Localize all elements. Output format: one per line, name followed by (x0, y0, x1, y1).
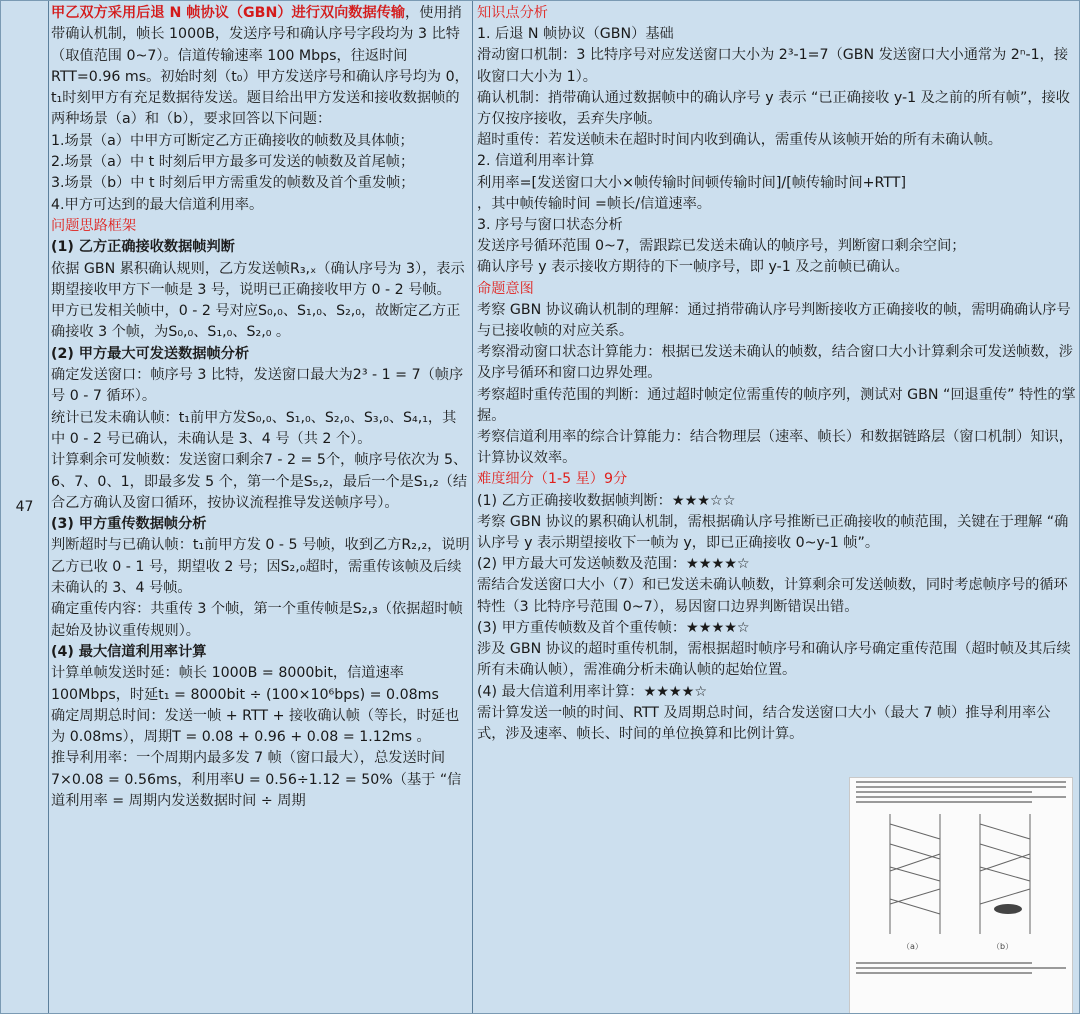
paragraph: (3) 甲方重传帧数及首个重传帧：★★★★☆ (477, 619, 750, 636)
paragraph: 确定发送窗口：帧序号 3 比特，发送窗口最大为2³ - 1 = 7（帧序号 0 - 7 循环）。 (51, 367, 464, 405)
question-item: 1.场景（a）中甲方可断定乙方正确接收的帧数及具体帧； (51, 132, 414, 149)
row-number: 47 (1, 1, 49, 1013)
paragraph: 1. 后退 N 帧协议（GBN）基础 (477, 26, 674, 43)
paragraph: 考察信道利用率的综合计算能力：结合物理层（速率、帧长）和数据链路层（窗口机制）知识，计算协议效率。 (477, 429, 1073, 467)
paragraph: 甲方已发相关帧中，0 - 2 号对应S₀,₀、S₁,₀、S₂,₀，故断定乙方正确接收 3 个帧，为S₀,₀、S₁,₀、S₂,₀ 。 (51, 303, 461, 341)
section-title: (2) 甲方最大可发送数据帧分析 (51, 345, 250, 362)
paragraph: 判断超时与已确认帧：t₁前甲方发 0 - 5 号帧，收到乙方R₂,₂，说明乙方已收 0 - 1 号，期望收 2 号；因S₂,₀超时，需重传该帧及后续未确认的 3、4 号帧。 (51, 537, 470, 597)
paragraph: 推导利用率：一个周期内最多发 7 帧（窗口最大），总发送时间7×0.08 = 0.56ms，利用率U = 0.56÷1.12 = 50%（基于 “信道利用率 = 周期内发送数据时间 ÷ 周期 (51, 750, 462, 809)
paragraph: 3. 序号与窗口状态分析 (477, 217, 623, 234)
paragraph: (1) 乙方正确接收数据帧判断：★★★☆☆ (477, 492, 736, 509)
knowledge-heading: 知识点分析 (477, 5, 548, 21)
paragraph: 需计算发送一帧的时间、RTT 及周期总时间，结合发送窗口大小（最大 7 帧）推导利用率公式，涉及速率、帧长、时间的单位换算和比例计算。 (477, 704, 1051, 742)
paragraph: 考察 GBN 协议确认机制的理解：通过捎带确认序号判断接收方正确接收的帧，需明确确认序号与已接收帧的对应关系。 (477, 301, 1071, 340)
paragraph: 需结合发送窗口大小（7）和已发送未确认帧数，计算剩余可发送帧数，同时考虑帧序号的循环特性（3 比特序号范围 0~7），易因窗口边界判断错误出错。 (477, 577, 1068, 615)
paragraph: 滑动窗口机制：3 比特序号对应发送窗口大小为 2³-1=7（GBN 发送窗口大小通常为 2ⁿ-1，接收窗口大小为 1）。 (477, 47, 1069, 85)
question-item: 2.场景（a）中 t 时刻后甲方最多可发送的帧数及首尾帧； (51, 154, 415, 171)
caption-b: （b） (992, 942, 1014, 951)
paragraph: 发送序号循环范围 0~7，需跟踪已发送未确认的帧序号，判断窗口剩余空间； (477, 238, 966, 255)
paragraph: 确定重传内容：共重传 3 个帧，第一个重传帧是S₂,₃（依据超时帧起始及协议重传规则）。 (51, 601, 463, 639)
paragraph: (4) 最大信道利用率计算：★★★★☆ (477, 683, 708, 700)
paragraph: 确认序号 y 表示接收方期待的下一帧序号，即 y-1 及之前帧已确认。 (477, 259, 909, 276)
gbn-diagram-thumbnail (850, 809, 1073, 959)
question-title: 甲乙双方采用后退 N 帧协议（GBN）进行双向数据传输 (51, 5, 406, 21)
paragraph: 确认机制：捎带确认通过数据帧中的确认序号 y 表示 “已正确接收 y-1 及之前的所有帧”，接收方仅按序接收，丢弃失序帧。 (477, 89, 1070, 128)
paragraph: 统计已发未确认帧：t₁前甲方发S₀,₀、S₁,₀、S₂,₀、S₃,₀、S₄,₁，其中 0 - 2 号已确认，未确认是 3、4 号（共 2 个）。 (51, 409, 457, 447)
paragraph: 超时重传：若发送帧未在超时时间内收到确认，需重传从该帧开始的所有未确认帧。 (477, 132, 1002, 149)
paragraph: 确定周期总时间：发送一帧 + RTT + 接收确认帧（等长，时延也为 0.08ms），周期T = 0.08 + 0.96 + 0.08 = 1.12ms 。 (51, 707, 460, 746)
question-column (49, 1, 473, 1013)
paragraph: 计算剩余可发帧数：发送窗口剩余7 - 2 = 5个，帧序号依次为 5、6、7、0、1，即最多发 5 个，第一个是S₅,₂，最后一个是S₁,₂（结合乙方确认及窗口循环，按协议流程推导发送帧序号）。 (51, 452, 468, 511)
paragraph: 依据 GBN 累积确认规则，乙方发送帧R₃,ₓ（确认序号为 3），表示期望接收甲方下一帧是 3 号，说明已正确接收甲方 0 - 2 号帧。 (51, 260, 465, 298)
paragraph: (2) 甲方最大可发送帧数及范围：★★★★☆ (477, 556, 750, 573)
intent-heading: 命题意图 (477, 280, 534, 297)
paragraph: 涉及 GBN 协议的超时重传机制，需根据超时帧序号和确认序号确定重传范围（超时帧及其后续所有未确认帧），需准确分析未确认帧的起始位置。 (477, 641, 1071, 679)
section-title: (4) 最大信道利用率计算 (51, 643, 207, 660)
paragraph: 计算单帧发送时延：帧长 1000B = 8000bit，信道速率 100Mbps，时延t₁ = 8000bit ÷ (100×10⁶bps) = 0.08ms (51, 665, 439, 703)
paragraph: 2. 信道利用率计算 (477, 153, 595, 170)
paragraph: 考察超时重传范围的判断：通过超时帧定位需重传的帧序列，测试对 GBN “回退重传” 特性的掌握。 (477, 386, 1076, 424)
question-thumbnail-image (849, 777, 1073, 1013)
paragraph: 考察 GBN 协议的累积确认机制，需根据确认序号推断已正确接收的帧范围，关键在于理解 “确认序号 y 表示期望接收下一帧为 y，即已正确接收 0~y-1 帧”。 (477, 513, 1069, 552)
analysis-column (473, 1, 1079, 1013)
paragraph: 利用率=[发送窗口大小×帧传输时间顿传输时间]/[帧传输时间+RTT] (477, 174, 906, 191)
question-item: 4.甲方可达到的最大信道利用率。 (51, 196, 264, 213)
question-item: 3.场景（b）中 t 时刻后甲方需重发的帧数及首个重发帧； (51, 175, 415, 192)
section-title: (1) 乙方正确接收数据帧判断 (51, 239, 235, 256)
framework-heading: 问题思路框架 (51, 217, 137, 234)
difficulty-heading: 难度细分（1-5 星）9分 (477, 471, 628, 488)
caption-a: （a） (902, 942, 923, 951)
question-text: 甲乙双方采用后退 N 帧协议（GBN）进行双向数据传输，使用捎带确认机制，帧长 1000B，发送序号和确认序号字段均为 3 比特（取值范围 0~7）。信道传输速率 100 Mbps，往返时间 RTT=0.96 ms。初始时刻（t₀）甲方发送序号和确认序号均为 0，t₁时刻甲方有充足数据待发送。题目给出甲方发送和接收数据帧的两种场景（a）和（b），要求回答以下问题： (51, 5, 469, 128)
paragraph: 考察滑动窗口状态计算能力：根据已发送未确认的帧数，结合窗口大小计算剩余可发送帧数，涉及序号循环和窗口边界处理。 (477, 344, 1073, 382)
paragraph: ，其中帧传输时间 =帧长/信道速率。 (477, 195, 711, 212)
section-title: (3) 甲方重传数据帧分析 (51, 516, 207, 533)
